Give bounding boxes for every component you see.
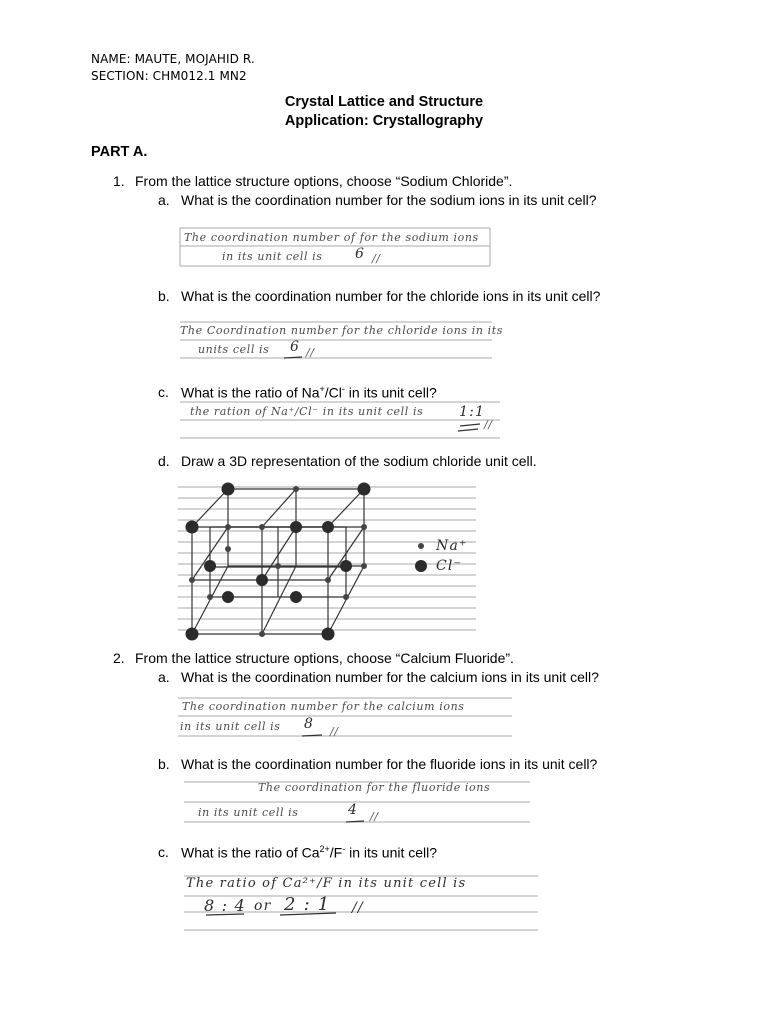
q2c-answer-or: or — [254, 898, 272, 914]
student-name: NAME: MAUTE, MOJAHID R. — [91, 52, 255, 66]
legend-cl-label: Cl⁻ — [436, 558, 463, 574]
q1d-text: Draw a 3D representation of the sodium chloride unit cell. — [181, 453, 537, 469]
q2c-answer-value1: 8 : 4 — [204, 896, 246, 915]
q2a-label: a. — [158, 669, 170, 685]
q2b-label: b. — [158, 756, 170, 772]
q1b-answer-line2: units cell is — [198, 343, 270, 356]
q1a-answer-line1: The coordination number of for the sodium ions — [184, 231, 479, 244]
page-title: Crystal Lattice and Structure — [284, 94, 484, 110]
q2a-answer-value: 8 — [304, 716, 315, 732]
q1a-text: What is the coordination number for the sodium ions in its unit cell? — [181, 192, 597, 208]
q2-number: 2. — [113, 650, 125, 666]
legend-na-label: Na⁺ — [436, 538, 468, 554]
q2a-answer-mark: // — [330, 725, 339, 738]
q1c-answer-mark: // — [484, 418, 493, 431]
q2c-label: c. — [158, 844, 169, 860]
legend-cl-dot — [415, 560, 427, 572]
student-section: SECTION: CHM012.1 MN2 — [91, 69, 247, 83]
q1a-answer-line2: in its unit cell is — [222, 250, 323, 263]
q2c-answer-value2: 2 : 1 — [284, 894, 331, 915]
q1a-label: a. — [158, 192, 170, 208]
q1c-text: What is the ratio of Na+/Cl- in its unit cell? — [181, 384, 437, 401]
q1c-answer-text: the ration of Na⁺/Cl⁻ in its unit cell is — [190, 405, 424, 418]
q2b-text: What is the coordination number for the fluoride ions in its unit cell? — [181, 756, 598, 772]
q2c-text: What is the ratio of $Ca^{2+}/F^-$ in its unit cell? — [181, 844, 438, 861]
q1a-answer-value: 6 — [355, 246, 366, 262]
q2-text: From the lattice structure options, choose “Calcium Fluoride”. — [135, 650, 514, 666]
q1d-label: d. — [158, 453, 170, 469]
q2c-answer-mark: // — [352, 900, 364, 916]
q2b-answer-mark: // — [370, 810, 379, 823]
page-subtitle: Application: Crystallography — [284, 113, 484, 129]
q1c-label: c. — [158, 384, 169, 400]
legend-na-dot — [418, 543, 424, 549]
q2b-answer-line1: The coordination for the fluoride ions — [258, 781, 491, 794]
q2a-text: What is the coordination number for the calcium ions in its unit cell? — [181, 669, 599, 685]
q1-text: From the lattice structure options, choose “Sodium Chloride”. — [135, 173, 513, 189]
q2a-answer-line1: The coordination number for the calcium ions — [182, 700, 465, 713]
q1b-answer-mark: // — [306, 346, 315, 359]
q2c-answer-line1: The ratio of Ca²⁺/F in its unit cell is — [186, 876, 467, 891]
q2a-answer-line2: in its unit cell is — [180, 720, 281, 733]
q2b-answer-line2: in its unit cell is — [198, 806, 299, 819]
q1-number: 1. — [113, 173, 125, 189]
q1a-answer-mark: // — [372, 252, 381, 265]
q1b-answer-line1: The Coordination number for the chloride ions in its — [180, 324, 504, 337]
q2b-answer-value: 4 — [348, 802, 359, 818]
q1b-text: What is the coordination number for the chloride ions in its unit cell? — [181, 288, 601, 304]
part-heading: PART A. — [91, 144, 148, 160]
nacl-lattice-drawing — [192, 489, 364, 634]
q1b-label: b. — [158, 288, 170, 304]
q1c-answer-value: 1:1 — [459, 404, 486, 420]
q1b-answer-value: 6 — [290, 339, 301, 355]
